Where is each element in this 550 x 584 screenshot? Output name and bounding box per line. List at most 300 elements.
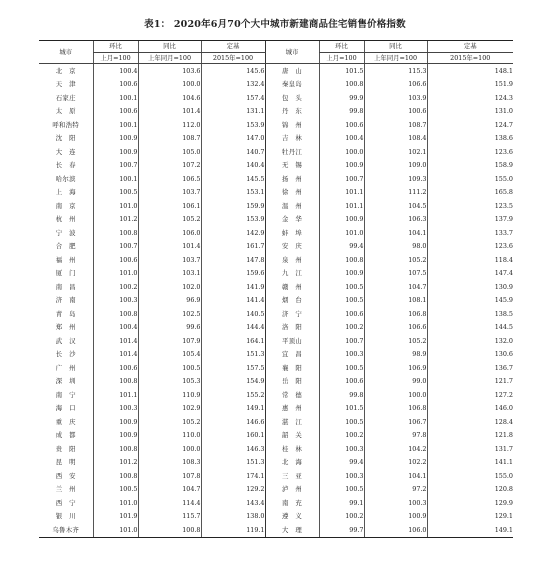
right-base-cell: 120.8 xyxy=(427,483,513,497)
mom-column-header: 环比 xyxy=(319,41,364,53)
right-mom-cell: 100.5 xyxy=(319,280,364,294)
left-mom-cell: 101.0 xyxy=(93,267,138,281)
left-mom-cell: 100.8 xyxy=(93,442,138,456)
left-mom-cell: 101.2 xyxy=(93,456,138,470)
table-row xyxy=(39,510,513,524)
right-mom-cell: 100.9 xyxy=(319,159,364,173)
right-city-cell: 韶 关 xyxy=(265,429,319,443)
right-yoy-cell: 107.5 xyxy=(364,267,427,281)
left-yoy-cell: 103.1 xyxy=(138,267,201,281)
base-column-header: 定基 xyxy=(427,41,513,53)
right-city-cell: 济 宁 xyxy=(265,307,319,321)
table-row xyxy=(39,199,513,213)
left-city-cell: 武 汉 xyxy=(55,336,76,345)
left-mom-cell: 100.8 xyxy=(93,307,138,321)
left-base-cell: 151.3 xyxy=(201,348,265,362)
right-mom-cell: 100.2 xyxy=(319,510,364,524)
table-row xyxy=(39,172,513,186)
right-base-cell: 123.6 xyxy=(427,240,513,254)
left-mom-cell: 100.3 xyxy=(93,294,138,308)
left-mom-cell: 100.9 xyxy=(93,132,138,146)
left-base-cell: 119.1 xyxy=(201,523,265,537)
table-row xyxy=(39,334,513,348)
left-base-cell: 161.7 xyxy=(201,240,265,254)
right-yoy-cell: 104.2 xyxy=(364,442,427,456)
left-city-cell: 重 庆 xyxy=(55,417,76,426)
table-row xyxy=(39,483,513,497)
left-city-cell: 厦 门 xyxy=(55,269,76,278)
right-base-cell: 131.7 xyxy=(427,442,513,456)
right-yoy-cell: 106.8 xyxy=(364,307,427,321)
right-yoy-cell: 106.0 xyxy=(364,523,427,537)
right-city-cell: 包 头 xyxy=(265,91,319,105)
left-base-cell: 154.9 xyxy=(201,375,265,389)
left-city-cell: 天 津 xyxy=(55,80,76,89)
right-base-cell: 129.9 xyxy=(427,496,513,510)
right-mom-cell: 101.5 xyxy=(319,402,364,416)
right-base-cell: 145.9 xyxy=(427,294,513,308)
left-city-cell: 福 州 xyxy=(55,255,76,264)
left-mom-cell: 101.1 xyxy=(93,388,138,402)
right-base-cell: 123.6 xyxy=(427,145,513,159)
left-base-cell: 142.9 xyxy=(201,226,265,240)
right-base-cell: 121.7 xyxy=(427,375,513,389)
left-city-cell: 杭 州 xyxy=(55,215,76,224)
right-city-cell: 吉 林 xyxy=(265,132,319,146)
right-city-cell: 三 亚 xyxy=(265,469,319,483)
table-row xyxy=(39,496,513,510)
left-mom-cell: 100.9 xyxy=(93,429,138,443)
left-mom-cell: 101.0 xyxy=(93,523,138,537)
left-mom-cell: 101.4 xyxy=(93,334,138,348)
left-mom-cell: 101.0 xyxy=(93,496,138,510)
left-yoy-cell: 101.4 xyxy=(138,105,201,119)
right-city-cell: 蚌 埠 xyxy=(265,226,319,240)
left-base-cell: 174.1 xyxy=(201,469,265,483)
right-base-cell: 132.0 xyxy=(427,334,513,348)
right-base-cell: 146.0 xyxy=(427,402,513,416)
right-base-cell: 155.0 xyxy=(427,172,513,186)
left-yoy-cell: 105.2 xyxy=(138,213,201,227)
right-city-cell: 宜 昌 xyxy=(265,348,319,362)
left-yoy-cell: 105.4 xyxy=(138,348,201,362)
left-city-cell: 北 京 xyxy=(55,66,76,75)
right-city-cell: 泸 州 xyxy=(265,483,319,497)
left-yoy-cell: 110.9 xyxy=(138,388,201,402)
right-yoy-cell: 104.1 xyxy=(364,469,427,483)
left-yoy-cell: 100.8 xyxy=(138,523,201,537)
table-row xyxy=(39,64,513,78)
left-city-cell: 南 京 xyxy=(55,201,76,210)
right-mom-cell: 100.2 xyxy=(319,429,364,443)
table-row xyxy=(39,226,513,240)
right-city-cell: 洛 阳 xyxy=(265,321,319,335)
right-mom-cell: 100.3 xyxy=(319,348,364,362)
right-yoy-cell: 98.0 xyxy=(364,240,427,254)
left-yoy-cell: 107.9 xyxy=(138,334,201,348)
left-yoy-cell: 102.5 xyxy=(138,307,201,321)
left-base-cell: 145.6 xyxy=(201,64,265,78)
right-mom-cell: 101.1 xyxy=(319,199,364,213)
left-yoy-cell: 107.8 xyxy=(138,469,201,483)
left-base-cell: 144.4 xyxy=(201,321,265,335)
right-yoy-cell: 102.1 xyxy=(364,145,427,159)
right-yoy-cell: 106.6 xyxy=(364,321,427,335)
left-city-cell: 西 安 xyxy=(55,471,76,480)
left-mom-cell: 100.6 xyxy=(93,78,138,92)
table-row xyxy=(39,456,513,470)
table-row xyxy=(39,442,513,456)
left-base-cell: 129.2 xyxy=(201,483,265,497)
right-mom-cell: 100.6 xyxy=(319,307,364,321)
left-city-cell: 济 南 xyxy=(55,296,76,305)
left-yoy-cell: 106.0 xyxy=(138,226,201,240)
table-row xyxy=(39,348,513,362)
left-city-cell: 上 海 xyxy=(55,188,76,197)
right-base-cell: 133.7 xyxy=(427,226,513,240)
right-base-cell: 136.7 xyxy=(427,361,513,375)
left-yoy-cell: 115.7 xyxy=(138,510,201,524)
table-row xyxy=(39,402,513,416)
left-city-cell: 长 沙 xyxy=(55,350,76,359)
table-row xyxy=(39,132,513,146)
left-yoy-cell: 107.2 xyxy=(138,159,201,173)
right-yoy-cell: 111.2 xyxy=(364,186,427,200)
left-yoy-cell: 105.0 xyxy=(138,145,201,159)
right-city-cell: 南 充 xyxy=(265,496,319,510)
right-mom-cell: 100.3 xyxy=(319,442,364,456)
left-mom-cell: 100.2 xyxy=(93,280,138,294)
right-city-cell: 遵 义 xyxy=(265,510,319,524)
left-base-cell: 145.5 xyxy=(201,172,265,186)
table-row xyxy=(39,118,513,132)
right-base-cell: 121.8 xyxy=(427,429,513,443)
right-city-cell: 扬 州 xyxy=(265,172,319,186)
left-city-cell: 兰 州 xyxy=(55,485,76,494)
left-city-cell: 成 都 xyxy=(55,431,76,440)
mom-subheader: 上月=100 xyxy=(93,52,138,64)
right-base-cell: 128.4 xyxy=(427,415,513,429)
left-yoy-cell: 103.6 xyxy=(138,64,201,78)
left-yoy-cell: 99.6 xyxy=(138,321,201,335)
table-row xyxy=(39,429,513,443)
right-yoy-cell: 103.9 xyxy=(364,91,427,105)
left-yoy-cell: 106.1 xyxy=(138,199,201,213)
right-mom-cell: 100.5 xyxy=(319,294,364,308)
left-mom-cell: 100.7 xyxy=(93,159,138,173)
left-base-cell: 160.1 xyxy=(201,429,265,443)
base-column-header: 定基 xyxy=(201,41,265,53)
left-base-cell: 138.0 xyxy=(201,510,265,524)
right-mom-cell: 100.8 xyxy=(319,78,364,92)
left-yoy-cell: 105.2 xyxy=(138,415,201,429)
right-mom-cell: 100.5 xyxy=(319,415,364,429)
left-mom-cell: 101.9 xyxy=(93,510,138,524)
left-city-cell: 海 口 xyxy=(55,404,76,413)
table-row xyxy=(39,294,513,308)
left-city-cell: 宁 波 xyxy=(55,228,76,237)
right-city-cell: 烟 台 xyxy=(265,294,319,308)
left-yoy-cell: 102.9 xyxy=(138,402,201,416)
right-yoy-cell: 100.0 xyxy=(364,388,427,402)
table-row xyxy=(39,280,513,294)
left-base-cell: 153.1 xyxy=(201,186,265,200)
right-yoy-cell: 99.0 xyxy=(364,375,427,389)
right-base-cell: 155.0 xyxy=(427,469,513,483)
left-base-cell: 141.4 xyxy=(201,294,265,308)
right-mom-cell: 100.2 xyxy=(319,321,364,335)
left-base-cell: 153.9 xyxy=(201,118,265,132)
left-city-cell: 贵 阳 xyxy=(55,444,76,453)
right-yoy-cell: 106.9 xyxy=(364,361,427,375)
right-city-cell: 徐 州 xyxy=(265,186,319,200)
left-base-cell: 157.4 xyxy=(201,91,265,105)
table-row xyxy=(39,361,513,375)
left-base-cell: 132.4 xyxy=(201,78,265,92)
base-subheader: 2015年=100 xyxy=(201,52,265,64)
left-city-cell: 深 圳 xyxy=(55,377,76,386)
left-mom-cell: 100.9 xyxy=(93,415,138,429)
right-yoy-cell: 109.3 xyxy=(364,172,427,186)
table-body xyxy=(39,64,513,538)
right-city-cell: 九 江 xyxy=(265,267,319,281)
left-yoy-cell: 103.7 xyxy=(138,186,201,200)
right-mom-cell: 99.9 xyxy=(319,91,364,105)
right-base-cell: 149.1 xyxy=(427,523,513,537)
left-yoy-cell: 100.0 xyxy=(138,78,201,92)
left-mom-cell: 100.8 xyxy=(93,375,138,389)
right-mom-cell: 100.4 xyxy=(319,132,364,146)
table-row xyxy=(39,321,513,335)
left-mom-cell: 100.6 xyxy=(93,105,138,119)
right-yoy-cell: 106.8 xyxy=(364,402,427,416)
right-base-cell: 129.1 xyxy=(427,510,513,524)
left-base-cell: 159.6 xyxy=(201,267,265,281)
right-base-cell: 131.0 xyxy=(427,105,513,119)
right-mom-cell: 101.0 xyxy=(319,226,364,240)
table-row xyxy=(39,523,513,537)
right-mom-cell: 100.7 xyxy=(319,172,364,186)
left-base-cell: 140.7 xyxy=(201,145,265,159)
right-yoy-cell: 108.7 xyxy=(364,118,427,132)
table-row xyxy=(39,240,513,254)
left-base-cell: 143.4 xyxy=(201,496,265,510)
left-yoy-cell: 100.5 xyxy=(138,361,201,375)
right-yoy-cell: 115.3 xyxy=(364,64,427,78)
right-mom-cell: 99.8 xyxy=(319,388,364,402)
right-yoy-cell: 97.2 xyxy=(364,483,427,497)
right-city-cell: 秦皇岛 xyxy=(265,78,319,92)
mom-column-header: 环比 xyxy=(93,41,138,53)
left-mom-cell: 100.1 xyxy=(93,172,138,186)
right-base-cell: 138.6 xyxy=(427,132,513,146)
right-yoy-cell: 104.1 xyxy=(364,226,427,240)
left-yoy-cell: 112.0 xyxy=(138,118,201,132)
right-city-cell: 安 庆 xyxy=(265,240,319,254)
right-city-cell: 襄 阳 xyxy=(265,361,319,375)
left-base-cell: 159.9 xyxy=(201,199,265,213)
right-mom-cell: 100.9 xyxy=(319,267,364,281)
table-row xyxy=(39,213,513,227)
left-city-cell: 哈尔滨 xyxy=(55,174,76,183)
right-base-cell: 124.3 xyxy=(427,91,513,105)
left-base-cell: 153.9 xyxy=(201,213,265,227)
right-city-cell: 北 海 xyxy=(265,456,319,470)
right-yoy-cell: 106.3 xyxy=(364,213,427,227)
left-city-cell: 沈 阳 xyxy=(55,134,76,143)
left-city-cell: 西 宁 xyxy=(55,498,76,507)
left-base-cell: 155.2 xyxy=(201,388,265,402)
right-base-cell: 158.9 xyxy=(427,159,513,173)
left-yoy-cell: 106.5 xyxy=(138,172,201,186)
left-base-cell: 149.1 xyxy=(201,402,265,416)
base-subheader: 2015年=100 xyxy=(427,52,513,64)
left-mom-cell: 100.9 xyxy=(93,145,138,159)
right-mom-cell: 100.6 xyxy=(319,118,364,132)
right-yoy-cell: 105.2 xyxy=(364,334,427,348)
left-mom-cell: 101.0 xyxy=(93,199,138,213)
left-yoy-cell: 104.7 xyxy=(138,483,201,497)
left-mom-cell: 100.1 xyxy=(93,118,138,132)
yoy-column-header: 同比 xyxy=(138,41,201,53)
right-base-cell: 138.5 xyxy=(427,307,513,321)
right-yoy-cell: 100.6 xyxy=(364,105,427,119)
right-mom-cell: 101.5 xyxy=(319,64,364,78)
left-yoy-cell: 114.4 xyxy=(138,496,201,510)
left-mom-cell: 101.4 xyxy=(93,348,138,362)
right-base-cell: 148.1 xyxy=(427,64,513,78)
left-mom-cell: 100.7 xyxy=(93,240,138,254)
left-yoy-cell: 96.9 xyxy=(138,294,201,308)
left-yoy-cell: 102.0 xyxy=(138,280,201,294)
right-base-cell: 127.2 xyxy=(427,388,513,402)
left-yoy-cell: 105.3 xyxy=(138,375,201,389)
table-row xyxy=(39,388,513,402)
right-city-cell: 桂 林 xyxy=(265,442,319,456)
right-city-cell: 金 华 xyxy=(265,213,319,227)
left-city-cell: 昆 明 xyxy=(55,458,76,467)
right-mom-cell: 99.1 xyxy=(319,496,364,510)
right-base-cell: 118.4 xyxy=(427,253,513,267)
right-mom-cell: 100.5 xyxy=(319,361,364,375)
right-yoy-cell: 100.9 xyxy=(364,510,427,524)
right-city-cell: 湛 江 xyxy=(265,415,319,429)
left-mom-cell: 100.8 xyxy=(93,226,138,240)
right-city-cell: 锦 州 xyxy=(265,118,319,132)
right-city-cell: 温 州 xyxy=(265,199,319,213)
right-base-cell: 151.9 xyxy=(427,78,513,92)
left-city-cell: 广 州 xyxy=(55,363,76,372)
left-base-cell: 157.5 xyxy=(201,361,265,375)
left-city-cell: 合 肥 xyxy=(55,242,76,251)
right-mom-cell: 100.0 xyxy=(319,145,364,159)
right-yoy-cell: 98.9 xyxy=(364,348,427,362)
left-base-cell: 151.3 xyxy=(201,456,265,470)
yoy-subheader: 上年同月=100 xyxy=(138,52,201,64)
yoy-subheader: 上年同月=100 xyxy=(364,52,427,64)
right-city-cell: 大 理 xyxy=(265,523,319,537)
table-row xyxy=(39,145,513,159)
right-city-cell: 丹 东 xyxy=(265,105,319,119)
right-base-cell: 124.7 xyxy=(427,118,513,132)
left-base-cell: 146.6 xyxy=(201,415,265,429)
table-row xyxy=(39,375,513,389)
right-mom-cell: 100.3 xyxy=(319,469,364,483)
left-city-cell: 银 川 xyxy=(55,512,76,521)
right-base-cell: 137.9 xyxy=(427,213,513,227)
right-yoy-cell: 106.6 xyxy=(364,78,427,92)
left-city-cell: 长 春 xyxy=(55,161,76,170)
left-city-cell: 南 昌 xyxy=(55,282,76,291)
table-row xyxy=(39,186,513,200)
left-yoy-cell: 104.6 xyxy=(138,91,201,105)
table-title: 表1： 2020年6月70个大中城市新建商品住宅销售价格指数 xyxy=(144,19,406,30)
right-mom-cell: 100.8 xyxy=(319,253,364,267)
right-city-cell: 赣 州 xyxy=(265,280,319,294)
right-city-cell: 平顶山 xyxy=(265,334,319,348)
left-yoy-cell: 100.0 xyxy=(138,442,201,456)
right-city-cell: 惠 州 xyxy=(265,402,319,416)
right-yoy-cell: 108.1 xyxy=(364,294,427,308)
right-base-cell: 130.9 xyxy=(427,280,513,294)
left-mom-cell: 100.8 xyxy=(93,469,138,483)
right-yoy-cell: 97.8 xyxy=(364,429,427,443)
right-yoy-cell: 105.2 xyxy=(364,253,427,267)
left-yoy-cell: 108.7 xyxy=(138,132,201,146)
right-mom-cell: 100.5 xyxy=(319,483,364,497)
city-column-header: 城市 xyxy=(265,41,319,64)
left-mom-cell: 100.5 xyxy=(93,483,138,497)
left-base-cell: 147.8 xyxy=(201,253,265,267)
left-yoy-cell: 101.4 xyxy=(138,240,201,254)
right-mom-cell: 99.8 xyxy=(319,105,364,119)
left-base-cell: 141.9 xyxy=(201,280,265,294)
right-city-cell: 岳 阳 xyxy=(265,375,319,389)
left-mom-cell: 100.4 xyxy=(93,321,138,335)
left-city-cell: 呼和浩特 xyxy=(52,120,80,129)
right-city-cell: 无 锡 xyxy=(265,159,319,173)
left-mom-cell: 100.1 xyxy=(93,91,138,105)
right-base-cell: 165.8 xyxy=(427,186,513,200)
right-mom-cell: 101.1 xyxy=(319,186,364,200)
right-city-cell: 泉 州 xyxy=(265,253,319,267)
right-mom-cell: 99.7 xyxy=(319,523,364,537)
left-mom-cell: 101.2 xyxy=(93,213,138,227)
table-row xyxy=(39,307,513,321)
right-base-cell: 144.5 xyxy=(427,321,513,335)
left-mom-cell: 100.6 xyxy=(93,253,138,267)
right-base-cell: 123.5 xyxy=(427,199,513,213)
table-row xyxy=(39,91,513,105)
table-row xyxy=(39,267,513,281)
right-mom-cell: 100.6 xyxy=(319,375,364,389)
right-yoy-cell: 104.7 xyxy=(364,280,427,294)
left-city-cell: 石家庄 xyxy=(55,93,76,102)
city-column-header: 城市 xyxy=(39,41,93,64)
left-city-cell: 大 连 xyxy=(55,147,76,156)
left-city-cell: 南 宁 xyxy=(55,390,76,399)
table-row xyxy=(39,78,513,92)
left-yoy-cell: 103.7 xyxy=(138,253,201,267)
left-yoy-cell: 108.3 xyxy=(138,456,201,470)
right-yoy-cell: 104.5 xyxy=(364,199,427,213)
left-mom-cell: 100.6 xyxy=(93,361,138,375)
right-yoy-cell: 102.2 xyxy=(364,456,427,470)
right-mom-cell: 99.4 xyxy=(319,240,364,254)
right-yoy-cell: 108.4 xyxy=(364,132,427,146)
yoy-column-header: 同比 xyxy=(364,41,427,53)
table-row xyxy=(39,105,513,119)
